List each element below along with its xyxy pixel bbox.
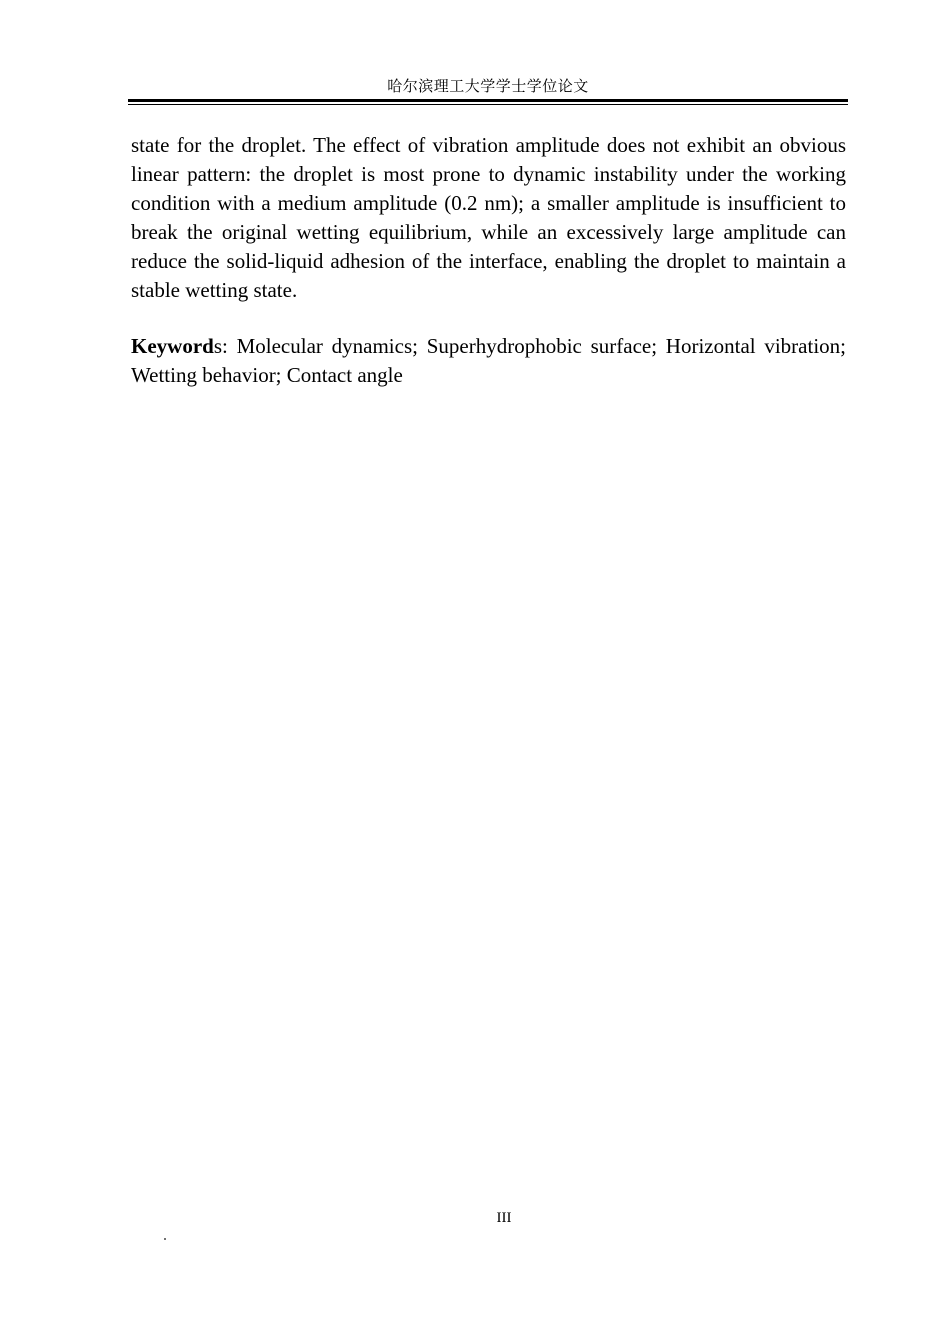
abstract-paragraph: state for the droplet. The effect of vibration amplitude does not exhibit an obvious linear pattern: the droplet is most prone to dynamic instability under the working condition with a medium amplitude (0.2 nm); a smaller amplitude is insufficient to break the original wetting equilibrium, while an excessively large amplitude can reduce the solid-liquid adhesion of the interface, enabling the droplet to maintain a stable wetting state. — [131, 133, 846, 302]
page-number: III — [496, 1210, 512, 1226]
keywords-text: Molecular dynamics; Superhydrophobic surface; Horizontal vibration; Wetting behavior; Contact angle — [131, 334, 846, 387]
page-header-title: 哈尔滨理工大学学士学位论文 — [387, 77, 589, 95]
header-rule-thin — [128, 104, 848, 105]
keywords-label-bold: Keyword — [131, 334, 214, 358]
keywords-label-suffix: s: — [213, 334, 228, 358]
header-rule-thick — [128, 99, 848, 102]
keywords-line — [131, 332, 846, 390]
stray-dot — [164, 1238, 166, 1240]
